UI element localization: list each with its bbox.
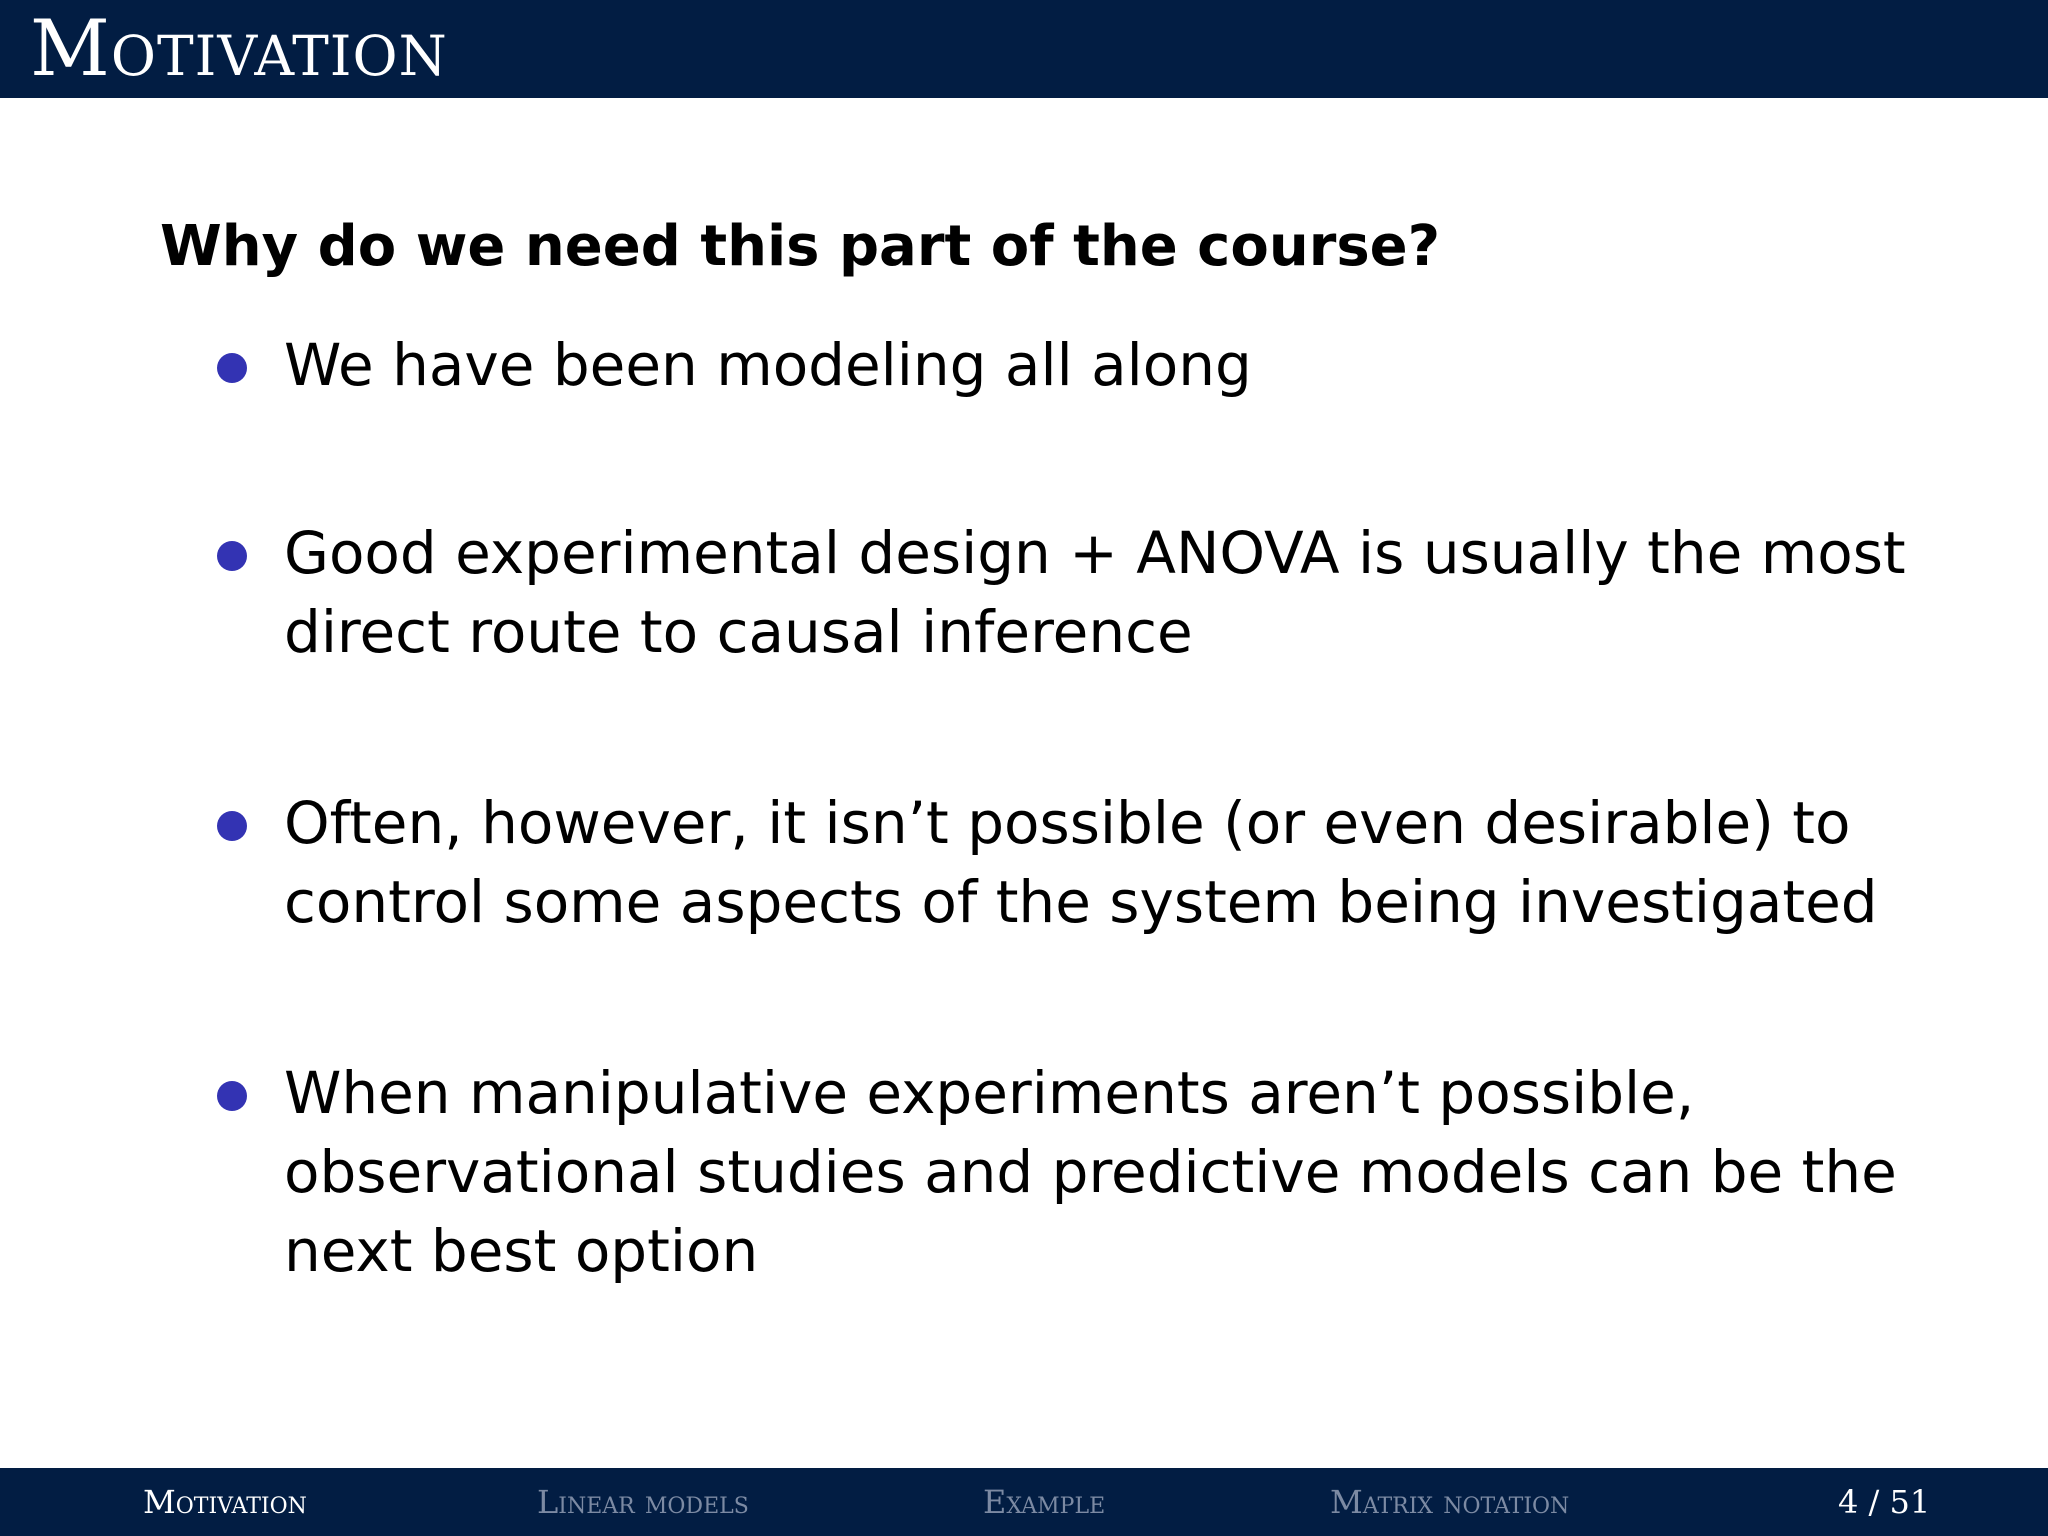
title-bar [0,0,2048,98]
bullet-line: next best option [284,1217,759,1285]
bullet-dot-icon [217,353,247,383]
slide-question: Why do we need this part of the course? [160,214,1441,279]
slide-title: Motivation [30,4,448,94]
footer-section-example[interactable]: Example [983,1483,1106,1521]
footer-section-matrix-notation[interactable]: Matrix notation [1330,1483,1570,1521]
bullet-line: We have been modeling all along [284,331,1252,399]
bullet-line: Good experimental design + ANOVA is usually the most [284,519,1906,587]
bullet-dot-icon [217,541,247,571]
bullet-line: control some aspects of the system being investigated [284,868,1878,936]
bullet-line: observational studies and predictive models can be the [284,1138,1897,1206]
footer-nav-bar [0,1468,2048,1536]
bullet-line: direct route to causal inference [284,598,1193,666]
bullet-dot-icon [217,1081,247,1111]
bullet-line: When manipulative experiments aren’t possible, [284,1059,1695,1127]
page-number: 4 / 51 [1838,1483,1931,1521]
footer-section-linear-models[interactable]: Linear models [537,1483,749,1521]
footer-section-motivation[interactable]: Motivation [143,1483,307,1521]
bullet-dot-icon [217,811,247,841]
bullet-line: Often, however, it isn’t possible (or even desirable) to [284,789,1851,857]
